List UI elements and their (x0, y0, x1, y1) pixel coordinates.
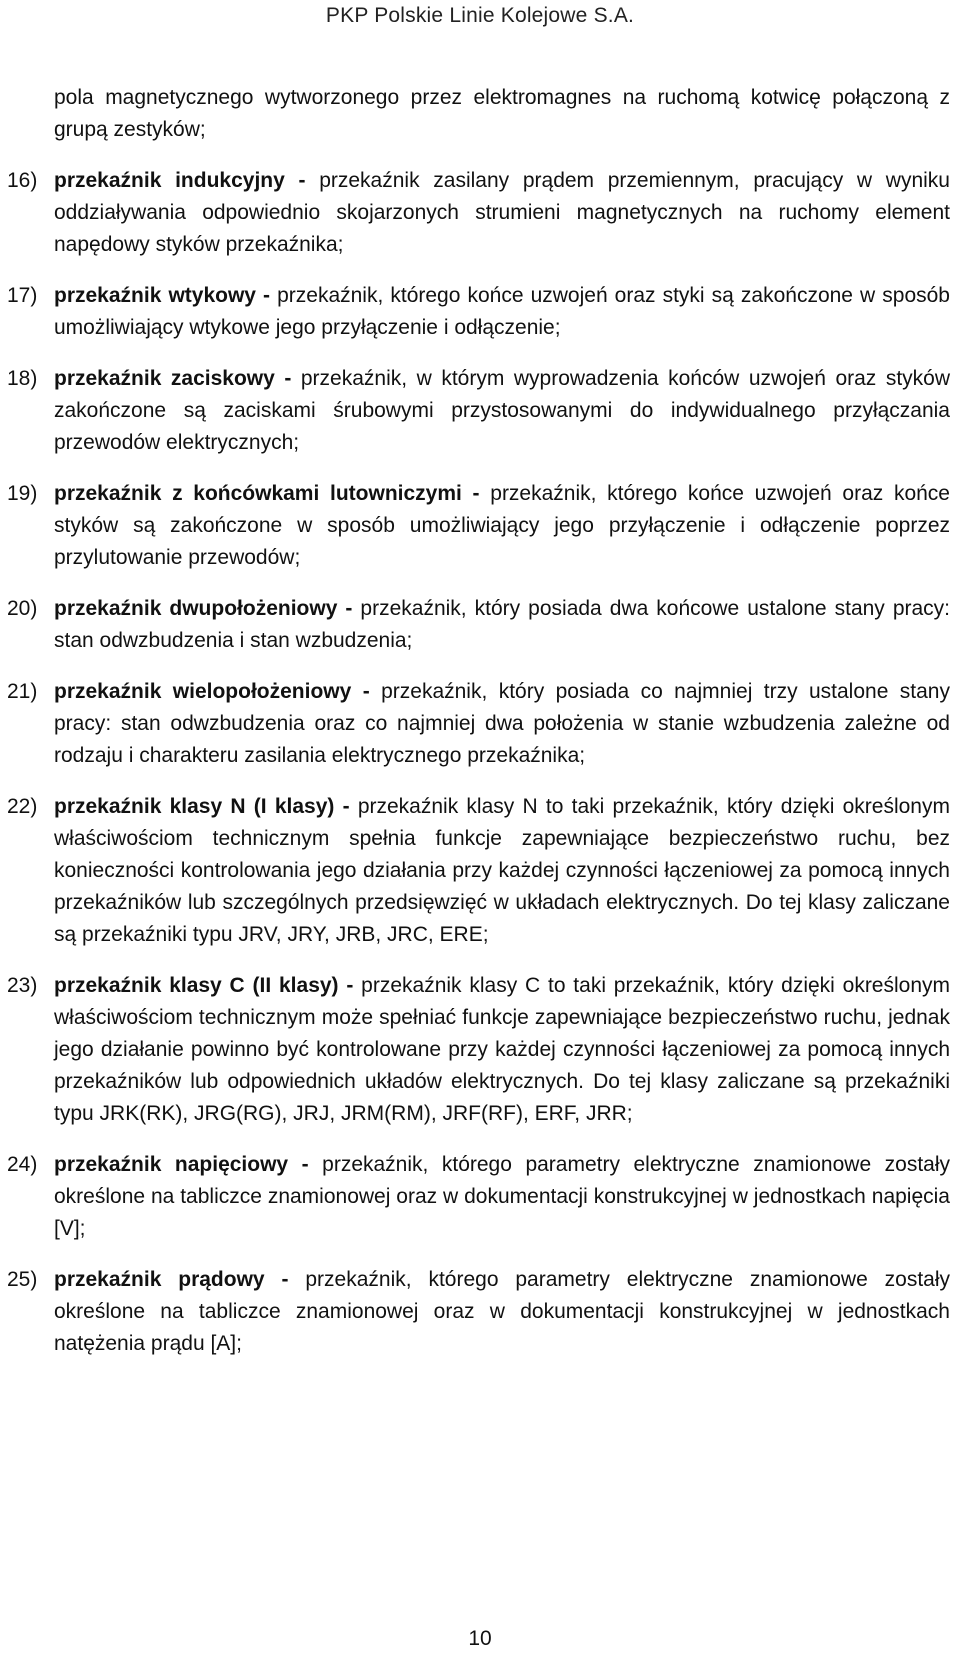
item-text (54, 1149, 950, 1245)
item-term: przekaźnik prądowy - (54, 1268, 289, 1291)
item-definition: przekaźnik, którego parametry elektryczne znamionowe zostały określone na tabliczce znamionowej oraz w dokumentacji konstrukcyjnej w jednostkach natężenia prądu [A]; (54, 1268, 951, 1355)
item-term: przekaźnik wtykowy - (54, 284, 271, 307)
item-definition: przekaźnik zasilany prądem przemiennym, pracujący w wyniku oddziaływania odpowiednio skojarzonych strumieni magnetycznych na ruchomy element napędowy styków przekaźnika; (54, 169, 950, 256)
item-term: przekaźnik zaciskowy - (54, 367, 292, 390)
item-definition: przekaźnik, w którym wyprowadzenia końców uzwojeń oraz styków zakończone są zaciskami śrubowymi przystosowanymi do indywidualnego przyłączania przewodów elektrycznych; (54, 367, 951, 454)
definition-item (0, 970, 960, 1130)
item-definition: przekaźnik, którego parametry elektryczne znamionowe zostały określone na tabliczce znamionowej oraz w dokumentacji konstrukcyjnej w jednostkach napięcia [V]; (54, 1153, 950, 1240)
definition-item (0, 280, 960, 344)
definition-item (0, 478, 960, 574)
item-text (54, 676, 950, 772)
item-definition: przekaźnik, który posiada co najmniej trzy ustalone stany pracy: stan odwzbudzenia oraz co najmniej dwa położenia w stanie wzbudzenia zależne od rodzaju i charakteru zasilania elektrycznego przekaźnika; (54, 680, 950, 767)
item-text (54, 593, 950, 657)
item-text (54, 970, 950, 1130)
definition-item (0, 791, 960, 951)
item-text (54, 791, 950, 951)
item-term: przekaźnik indukcyjny - (54, 169, 306, 192)
item-text (54, 363, 950, 459)
item-number: 16) (7, 169, 38, 192)
definition-item (0, 1264, 960, 1360)
item-term: przekaźnik dwupołożeniowy - (54, 597, 353, 620)
definition-item (0, 1149, 960, 1245)
item-number: 20) (7, 597, 38, 620)
item-number: 17) (7, 284, 38, 307)
continuation-paragraph: pola magnetycznego wytworzonego przez elektromagnes na ruchomą kotwicę połączoną z grupą zestyków; (54, 86, 950, 141)
item-term: przekaźnik z końcówkami lutowniczymi - (54, 482, 480, 505)
item-number: 21) (7, 680, 38, 703)
item-term: przekaźnik napięciowy - (54, 1153, 309, 1176)
item-definition: przekaźnik klasy N to taki przekaźnik, który dzięki określonym właściwościom technicznym spełnia funkcje zapewniające bezpieczeństwo ruchu, bez konieczności kontrolowania jego działania przy każdej czynności łączeniowej za pomocą innych przekaźników lub szczególnych przedsięwzięć w układach elektrycznych. Do tej klasy zaliczane są przekaźniki typu JRV, JRY, JRB, JRC, ERE; (54, 795, 950, 946)
item-number: 18) (7, 367, 38, 390)
item-term: przekaźnik klasy N (I klasy) - (54, 795, 350, 818)
item-term: przekaźnik klasy C (II klasy) - (54, 974, 354, 997)
page-header: PKP Polskie Linie Kolejowe S.A. (325, 4, 635, 27)
item-number: 23) (7, 974, 38, 997)
page-number: 10 (468, 1627, 492, 1650)
item-number: 19) (7, 482, 38, 505)
definition-item (0, 676, 960, 772)
item-text (54, 165, 950, 261)
item-definition: przekaźnik, którego końce uzwojeń oraz końce styków są zakończone w sposób umożliwiający jego przyłączenie i odłączenie poprzez przylutowanie przewodów; (54, 482, 950, 569)
item-text (54, 478, 950, 574)
item-definition: przekaźnik, którego końce uzwojeń oraz styki są zakończone w sposób umożliwiający wtykowe jego przyłączenie i odłączenie; (54, 284, 950, 339)
item-text (54, 280, 950, 344)
item-definition: przekaźnik klasy C to taki przekaźnik, który dzięki określonym właściwościom technicznym może spełniać funkcje zapewniające bezpieczeństwo ruchu, jednak jego działanie powinno być kontrolowane przy każdej czynności łączeniowej za pomocą innych przekaźników lub odpowiednich układów elektrycznych. Do tej klasy zaliczane są przekaźniki typu JRK(RK), JRG(RG), JRJ, JRM(RM), JRF(RF), ERF, JRR; (54, 974, 951, 1125)
definition-item (0, 363, 960, 459)
item-text (54, 1264, 950, 1360)
definition-item (0, 593, 960, 657)
item-number: 24) (7, 1153, 38, 1176)
document-body (0, 82, 960, 1360)
item-term: przekaźnik wielopołożeniowy - (54, 680, 370, 703)
item-definition: przekaźnik, który posiada dwa końcowe ustalone stany pracy: stan odwzbudzenia i stan wzbudzenia; (54, 597, 951, 652)
item-number: 22) (7, 795, 38, 818)
definition-item (0, 165, 960, 261)
item-number: 25) (7, 1268, 38, 1291)
